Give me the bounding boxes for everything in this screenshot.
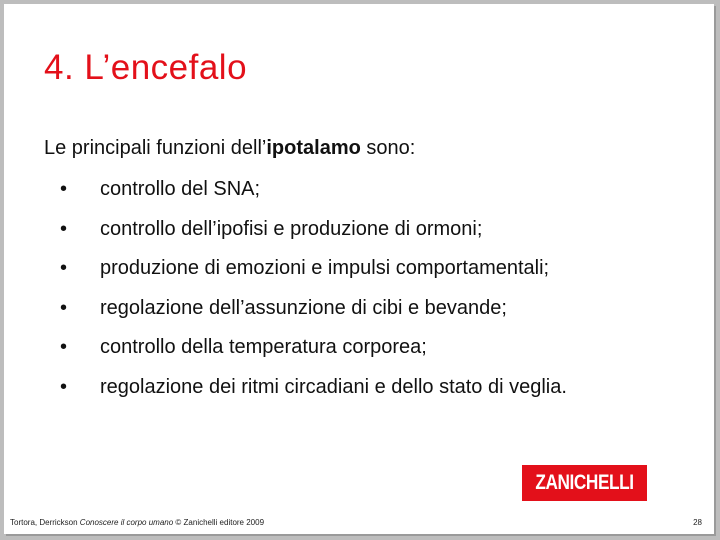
- bullet-icon: •: [60, 178, 68, 200]
- slide: [4, 4, 714, 534]
- page-number: 28: [693, 518, 702, 527]
- bullet-icon: •: [60, 336, 68, 358]
- footer-citation: [10, 518, 264, 527]
- list-item-text: regolazione dei ritmi circadiani e dello stato di veglia.: [100, 375, 567, 398]
- list-item-text: controllo dell’ipofisi e produzione di ormoni;: [100, 217, 483, 240]
- bullet-icon: •: [60, 217, 68, 240]
- footer-publisher: © Zanichelli editore 2009: [173, 518, 265, 527]
- bullet-icon: •: [60, 296, 68, 319]
- slide-title: 4. L’encefalo: [44, 48, 248, 87]
- logo-text: ZANICHELLI: [535, 471, 634, 494]
- bullet-icon: •: [60, 375, 68, 398]
- bullet-icon: •: [60, 257, 68, 279]
- list-item-text: controllo del SNA;: [100, 178, 261, 200]
- zanichelli-logo: [522, 465, 647, 501]
- intro-after: sono:: [360, 137, 416, 159]
- list-item-text: controllo della temperatura corporea;: [100, 336, 427, 358]
- footer-authors: Tortora, Derrickson: [10, 518, 80, 527]
- intro-bold-term: ipotalamo: [266, 137, 361, 159]
- intro-text: [44, 137, 415, 160]
- list-item-text: produzione di emozioni e impulsi comportamentali;: [100, 257, 550, 279]
- intro-before: Le principali funzioni dell’: [44, 137, 267, 159]
- footer-book-title: Conoscere il corpo umano: [79, 518, 174, 527]
- list-item-text: regolazione dell’assunzione di cibi e bevande;: [100, 296, 507, 319]
